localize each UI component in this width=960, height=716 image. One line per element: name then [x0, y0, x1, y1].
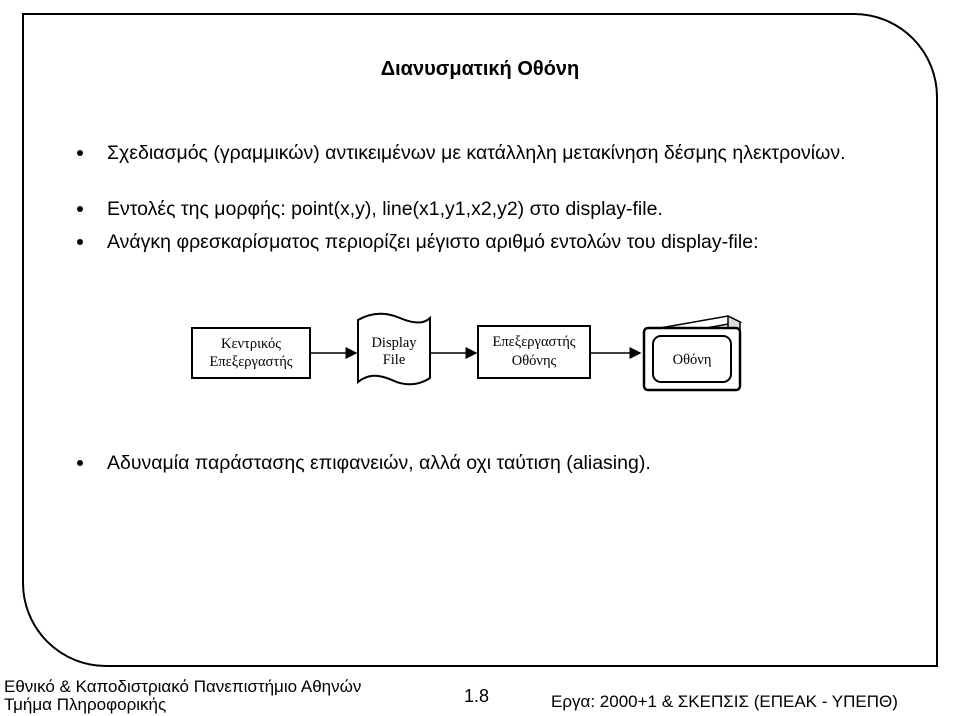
- display-file-label-line1: Display: [371, 335, 417, 351]
- display-file-label-line2: File: [382, 352, 406, 368]
- footer-university: Εθνικό & Καποδιστριακό Πανεπιστήμιο Αθηνών: [4, 677, 362, 696]
- display-processor-label-line2: Οθόνης: [511, 353, 557, 369]
- page-number: 1.8: [464, 686, 490, 706]
- display-processor-label-line1: Επεξεργαστής: [492, 334, 576, 350]
- bullet-dot: [77, 239, 83, 245]
- footer-department: Τμήμα Πληροφορικής: [4, 695, 167, 714]
- bullet-text: Εντολές της μορφής: point(x,y), line(x1,y1,x2,y2) στο display-file.: [107, 198, 663, 220]
- bullet-dot: [77, 206, 83, 212]
- footer-project: Εργα: 2000+1 & ΣΚΕΠΣΙΣ (ΕΠΕΑΚ - ΥΠΕΠΘ): [551, 692, 898, 711]
- bullet-dot: [77, 460, 83, 466]
- bullet-item: [107, 230, 907, 254]
- cpu-label-line1: Κεντρικός: [220, 336, 282, 352]
- bullet-item: [107, 141, 907, 165]
- bullet-dot: [77, 150, 83, 156]
- bullet-text: Σχεδιασμός (γραμμικών) αντικειμένων με κατάλληλη μετακίνηση δέσμης ηλεκτρονίων.: [107, 142, 846, 164]
- display-processor-block: [478, 326, 590, 378]
- bullet-item: [107, 451, 907, 475]
- display-file-block: [358, 314, 430, 385]
- bullet-text: Ανάγκη φρεσκαρίσματος περιορίζει μέγιστο αριθμό εντολών του display-file:: [107, 231, 759, 253]
- screen-label: Οθόνη: [672, 352, 712, 368]
- cpu-label-line2: Επεξεργαστής: [209, 354, 293, 370]
- bullet-text: Αδυναμία παράστασης επιφανειών, αλλά οχι ταύτιση (aliasing).: [107, 452, 651, 474]
- display-pipeline-diagram: [172, 298, 772, 413]
- monitor-icon: [644, 316, 740, 390]
- bullet-item: [107, 197, 907, 221]
- slide-title: Διανυσματική Οθόνη: [380, 58, 580, 80]
- cpu-block: [192, 328, 310, 378]
